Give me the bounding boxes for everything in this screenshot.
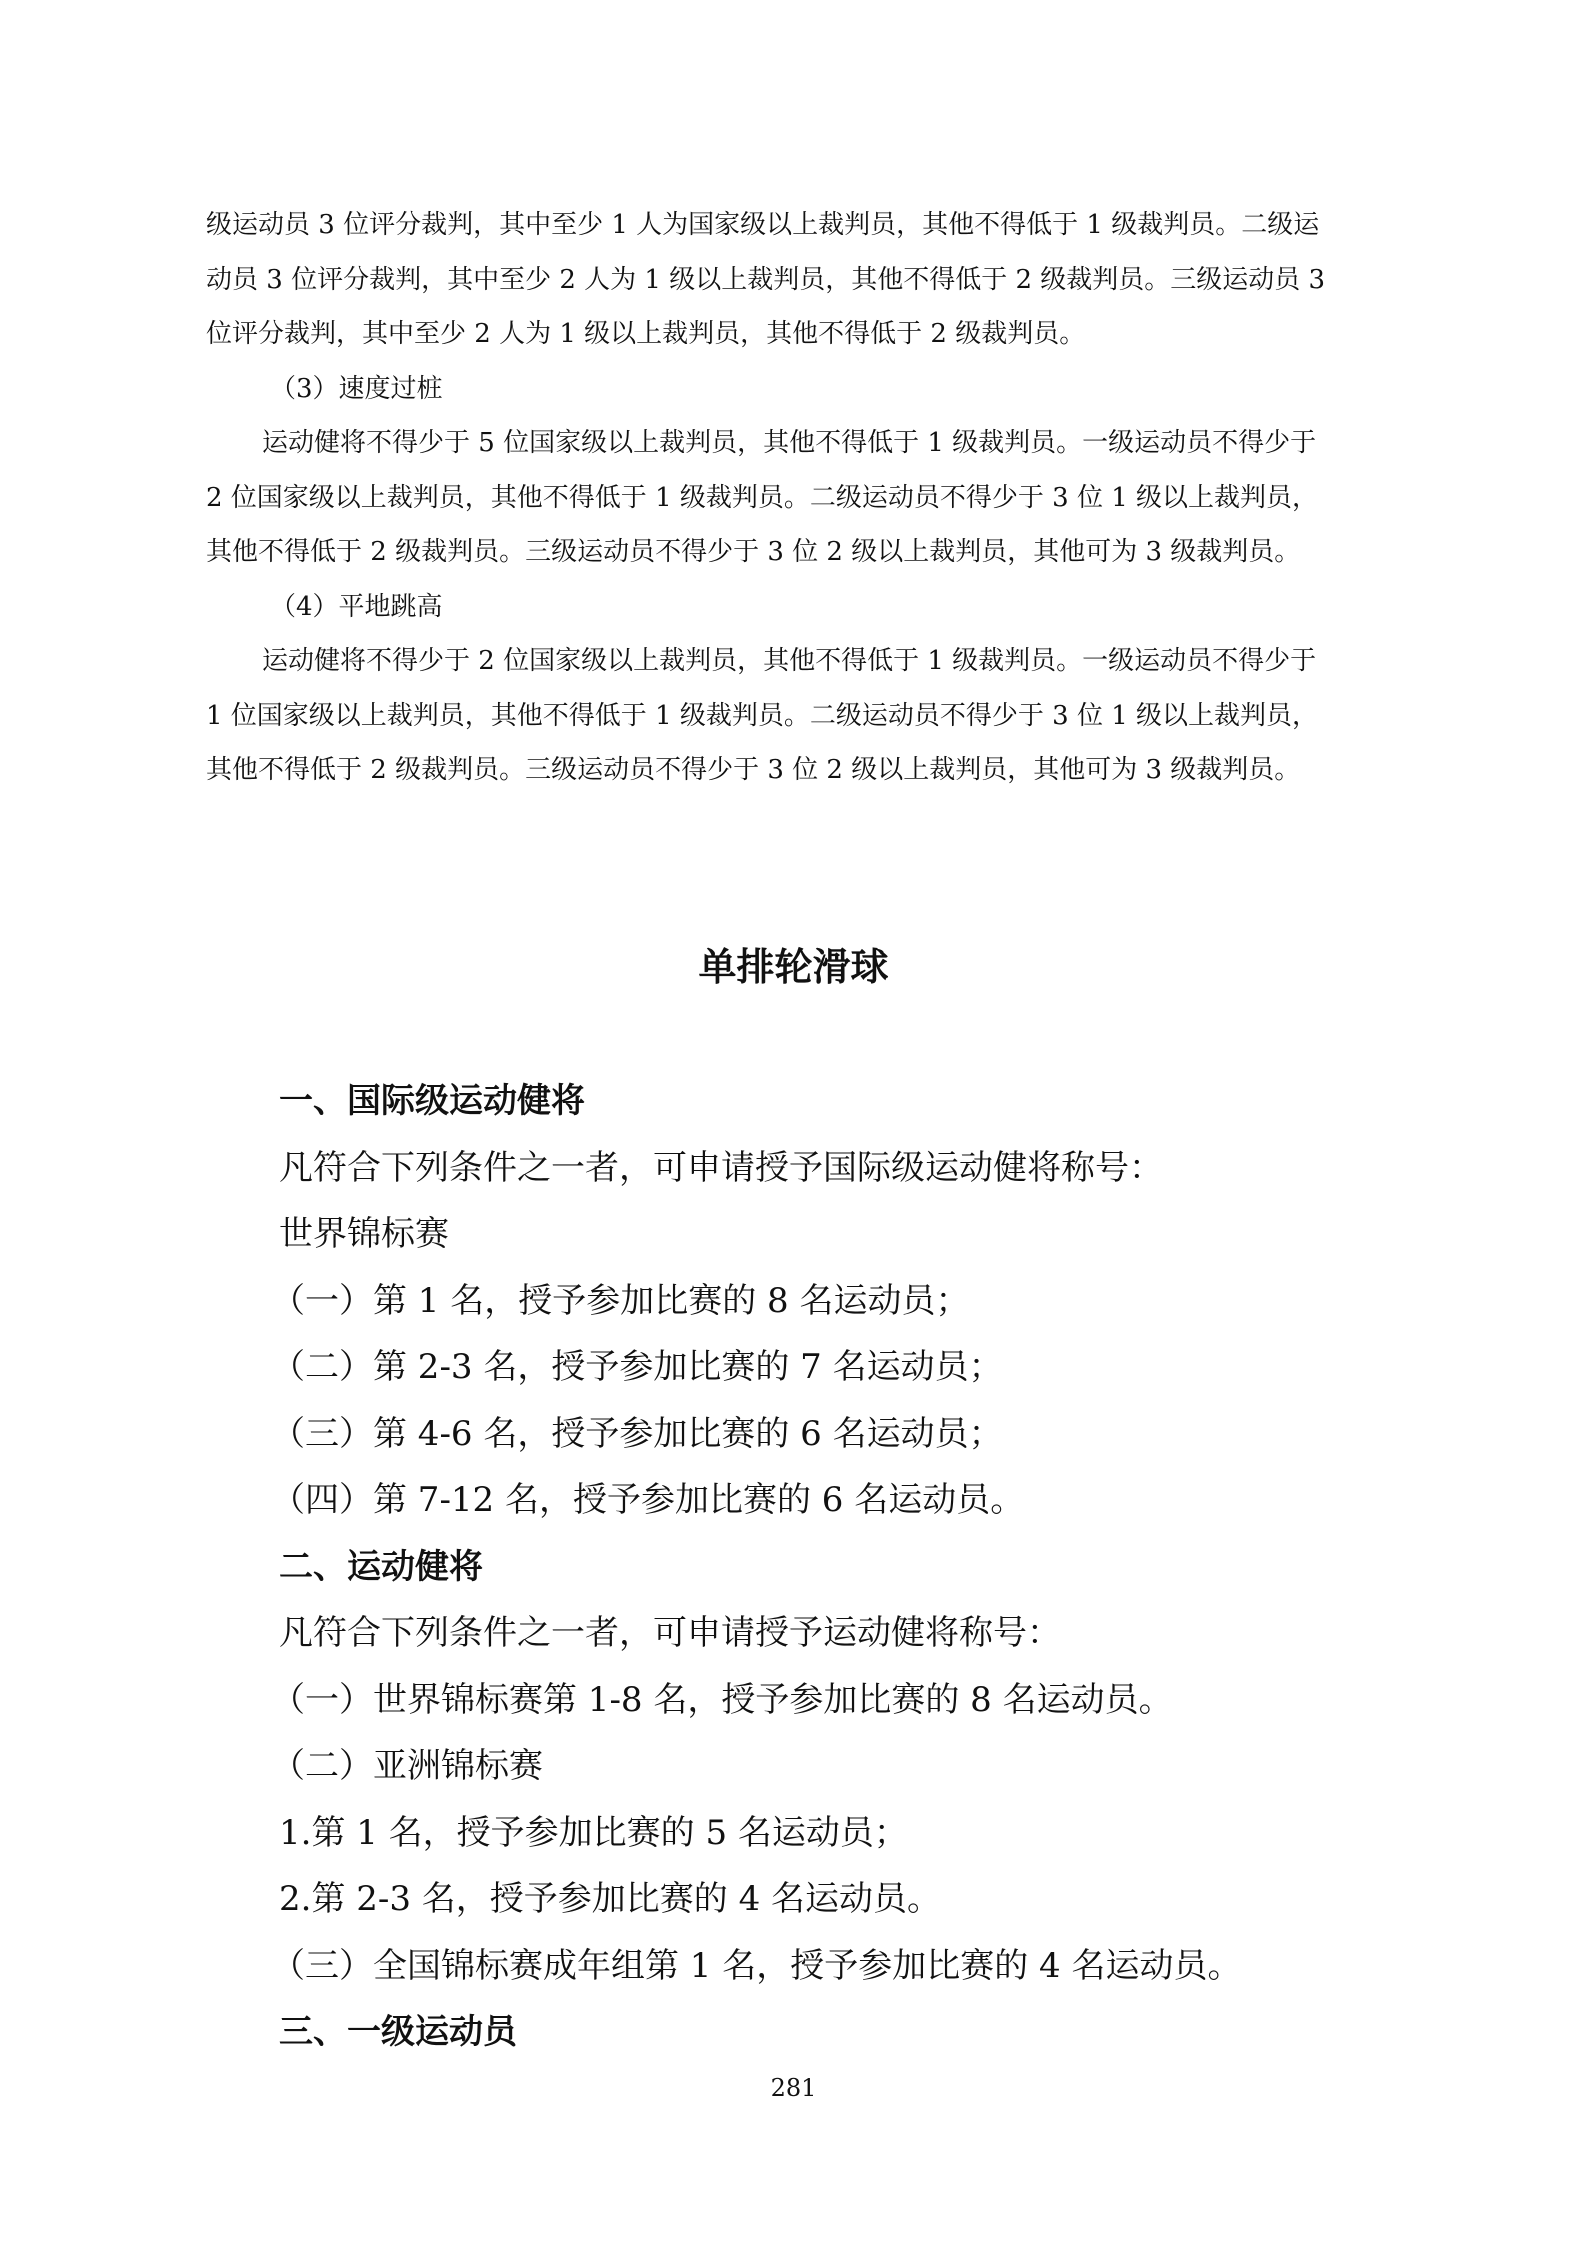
paragraph-line: 级运动员 3 位评分裁判，其中至少 1 人为国家级以上裁判员，其他不得低于 1 级裁判员。二级运: [206, 210, 1320, 240]
list-item: （二）第 2-3 名，授予参加比赛的 7 名运动员；: [271, 1347, 1003, 1387]
numbered-item: 1.第 1 名，授予参加比赛的 5 名运动员；: [279, 1812, 908, 1853]
intro-text: 凡符合下列条件之一者，可申请授予国际级运动健将称号：: [279, 1147, 1163, 1188]
paragraph-line: 其他不得低于 2 级裁判员。三级运动员不得少于 3 位 2 级以上裁判员，其他可为 3 级裁判员。: [206, 537, 1301, 567]
list-item: （三）第 4-6 名，授予参加比赛的 6 名运动员；: [271, 1413, 1003, 1454]
paragraph-line: 运动健将不得少于 5 位国家级以上裁判员，其他不得低于 1 级裁判员。一级运动员不得少于: [262, 428, 1317, 458]
subheading-high-jump: （4）平地跳高: [270, 591, 443, 622]
paragraph-line: 其他不得低于 2 级裁判员。三级运动员不得少于 3 位 2 级以上裁判员，其他可为 3 级裁判员。: [206, 755, 1301, 785]
list-item: （二）亚洲锦标赛: [271, 1746, 543, 1786]
list-item: （三）全国锦标赛成年组第 1 名，授予参加比赛的 4 名运动员。: [271, 1945, 1242, 1986]
judging-requirements-block: [206, 198, 1388, 798]
list-item: （一）第 1 名，授予参加比赛的 8 名运动员；: [271, 1280, 970, 1321]
list-item: （四）第 7-12 名，授予参加比赛的 6 名运动员。: [271, 1480, 1025, 1520]
paragraph-line: 位评分裁判，其中至少 2 人为 1 级以上裁判员，其他不得低于 2 级裁判员。: [206, 319, 1086, 349]
heading-master-sportsman: 二、运动健将: [279, 1546, 483, 1587]
heading-first-class-athlete: 三、一级运动员: [279, 2012, 517, 2052]
heading-international-master: 一、国际级运动健将: [279, 1081, 585, 1121]
page-number: 281: [770, 2074, 817, 2102]
paragraph-line: 运动健将不得少于 2 位国家级以上裁判员，其他不得低于 1 级裁判员。一级运动员不得少于: [262, 646, 1317, 676]
subheading-speed-slalom: （3）速度过桩: [270, 373, 443, 404]
subheading-world-championship: 世界锦标赛: [279, 1214, 449, 1254]
numbered-item: 2.第 2-3 名，授予参加比赛的 4 名运动员。: [279, 1879, 942, 1919]
intro-text: 凡符合下列条件之一者，可申请授予运动健将称号：: [279, 1613, 1061, 1653]
paragraph-line: 1 位国家级以上裁判员，其他不得低于 1 级裁判员。二级运动员不得少于 3 位 1 级以上裁判员，: [206, 700, 1319, 731]
paragraph-line: 2 位国家级以上裁判员，其他不得低于 1 级裁判员。二级运动员不得少于 3 位 1 级以上裁判员，: [206, 482, 1319, 513]
paragraph-line: 动员 3 位评分裁判，其中至少 2 人为 1 级以上裁判员，其他不得低于 2 级裁判员。三级运动员 3: [206, 264, 1326, 295]
inline-hockey-standards: [271, 1068, 1379, 2066]
section-title: 单排轮滑球: [698, 945, 889, 989]
list-item: （一）世界锦标赛第 1-8 名，授予参加比赛的 8 名运动员。: [271, 1679, 1173, 1720]
